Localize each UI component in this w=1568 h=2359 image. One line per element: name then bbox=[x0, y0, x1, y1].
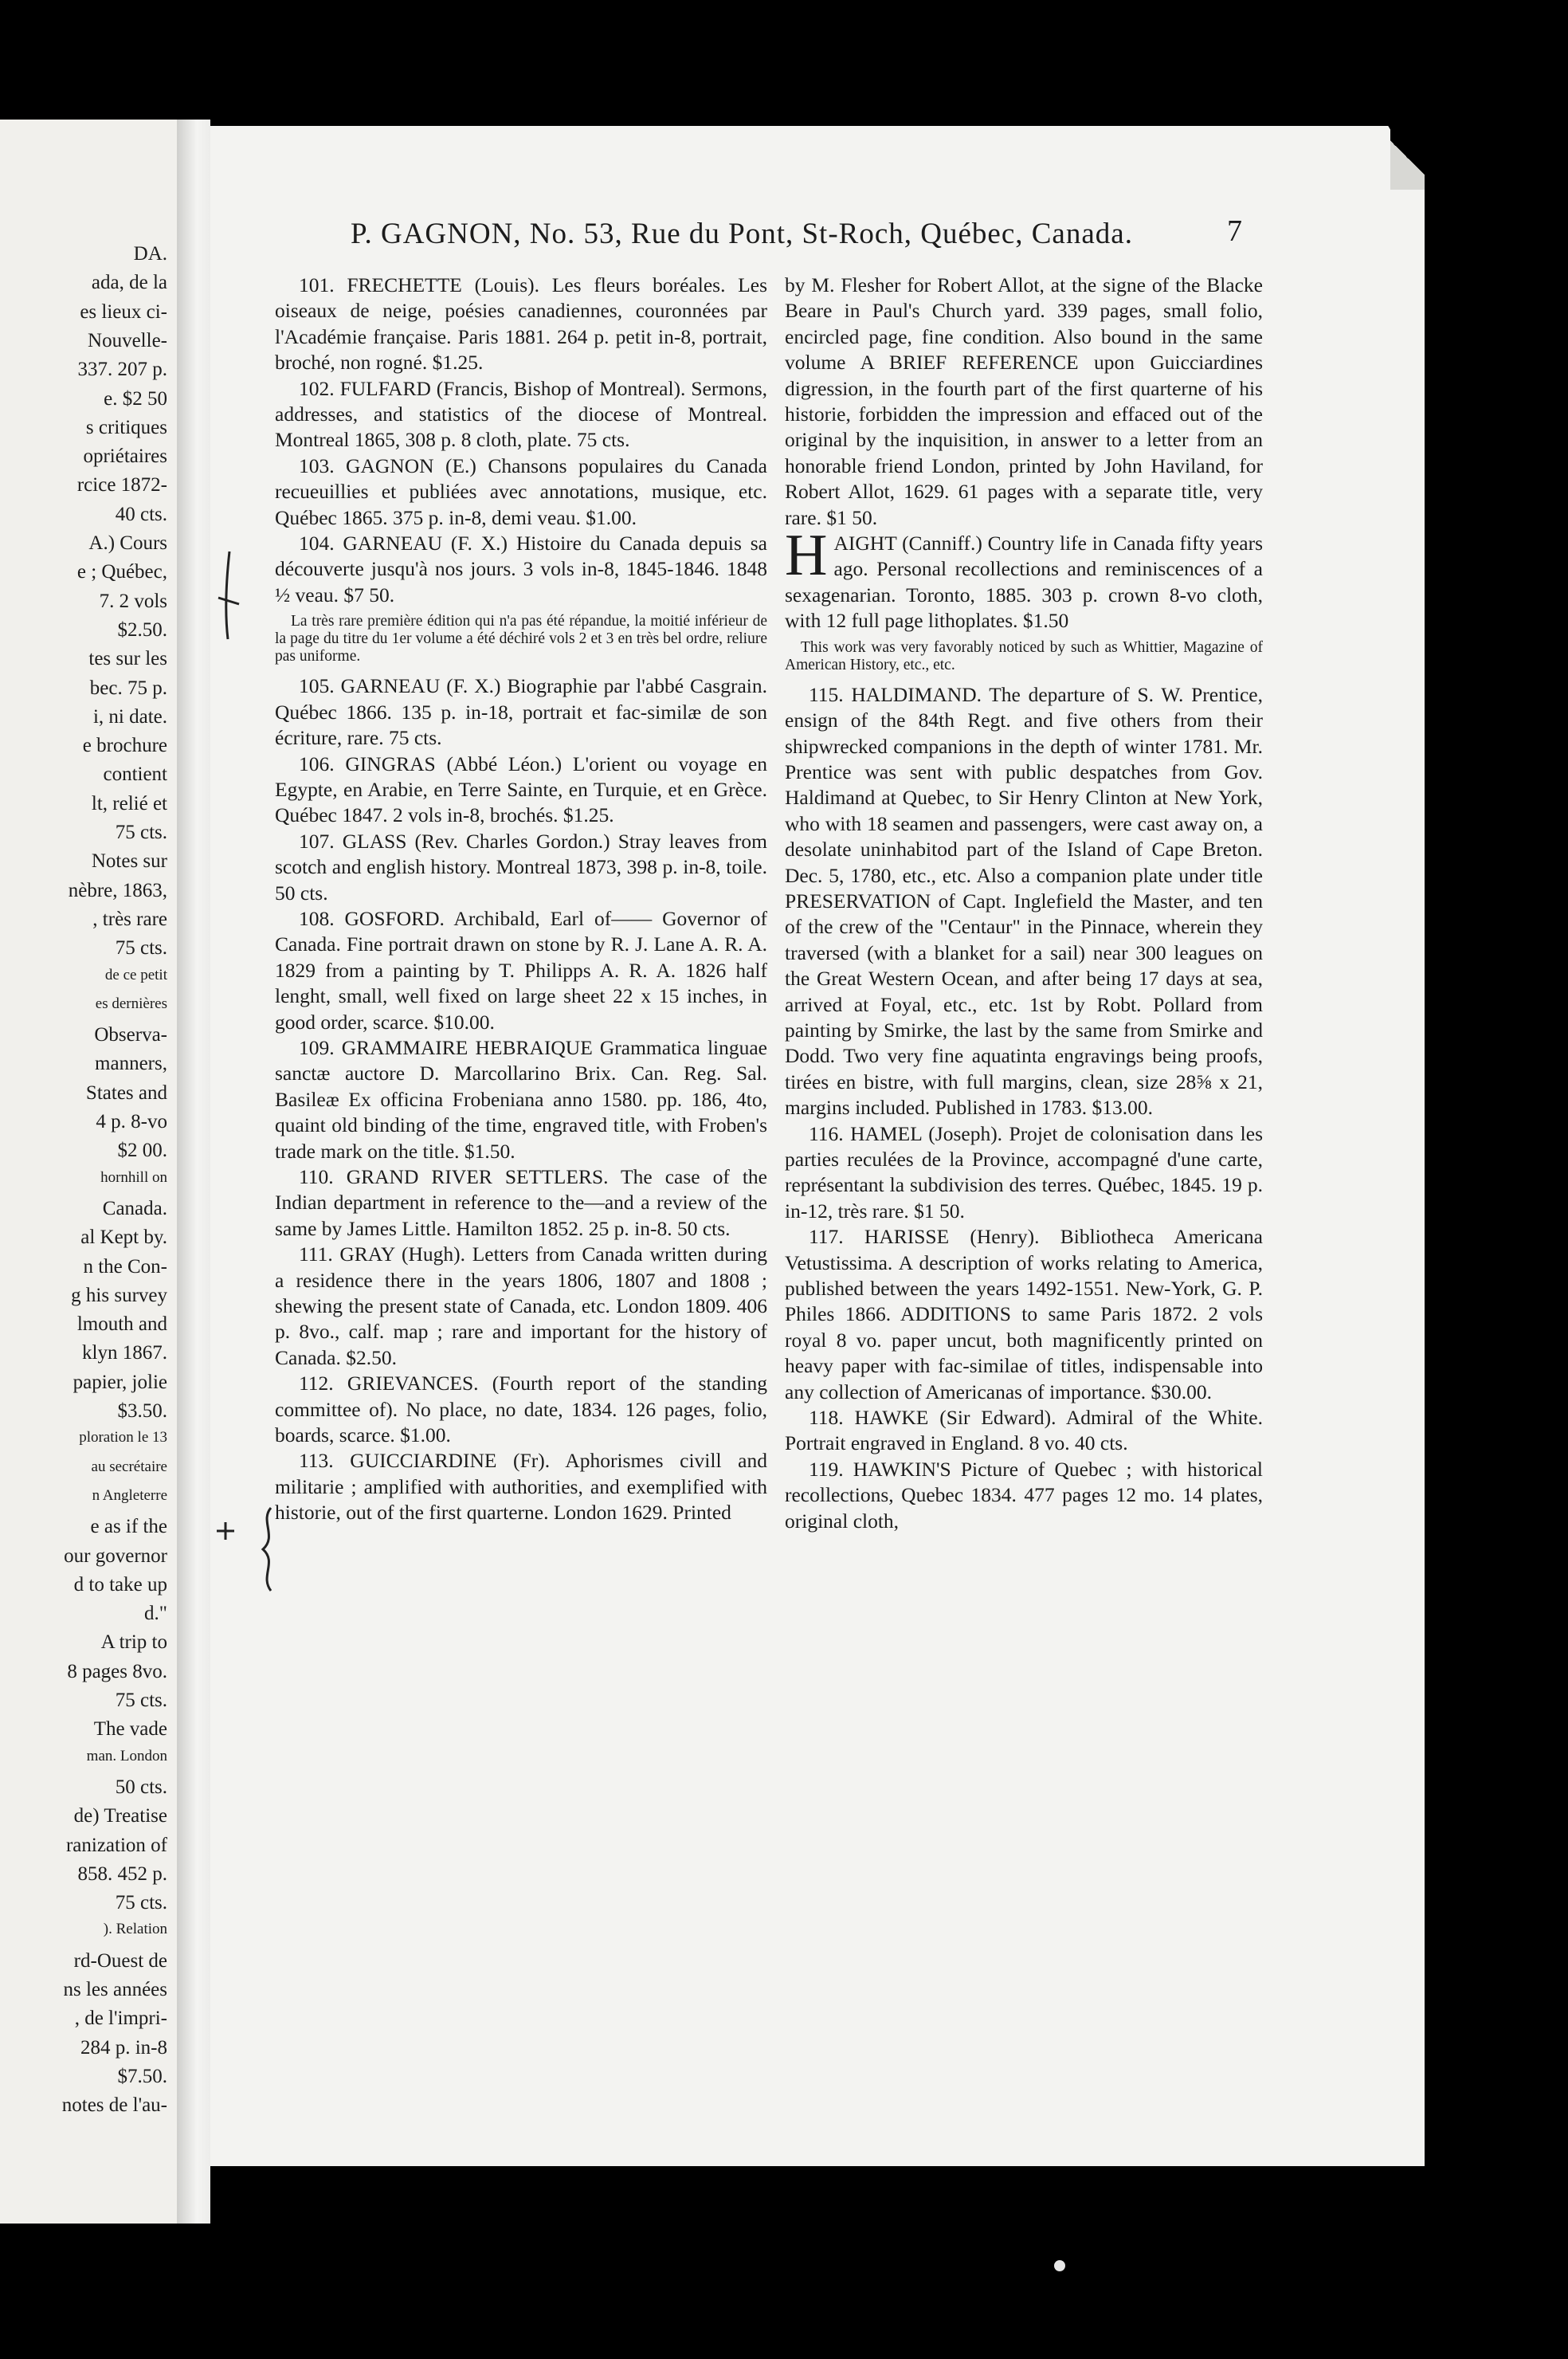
left-page-line: 75 cts. bbox=[115, 822, 167, 843]
left-page-line: e ; Québec, bbox=[76, 561, 167, 583]
left-page-line: rcice 1872- bbox=[76, 474, 167, 497]
page-header: P. GAGNON, No. 53, Rue du Pont, St-Roch, Québec, Canada. bbox=[351, 218, 1133, 250]
left-page-line: 284 p. in-8 bbox=[80, 2036, 167, 2059]
left-page-line: $2 00. bbox=[117, 1140, 167, 1162]
left-page-line: ns les années bbox=[63, 1979, 167, 2000]
catalogue-entry: 105. GARNEAU (F. X.) Biographie par l'abbé Casgrain. Québec 1866. 135 p. in-18, portrait et fac-similæ de son écriture, rare. 75 cts. bbox=[275, 674, 767, 750]
left-page-line: opriétaires bbox=[83, 446, 167, 468]
left-page-line: es lieux ci- bbox=[80, 300, 167, 323]
left-page-line: bec. 75 p. bbox=[89, 677, 167, 699]
catalogue-entry: 111. GRAY (Hugh). Letters from Canada written during a residence there in the years 1806, 1807 and 1808 ; shewing the present state of Canada, etc. London 1809. 406 p. 8vo., calf. map ; rare and important for the history of Canada. $2.50. bbox=[275, 1242, 767, 1369]
entry-text: AIGHT (Canniff.) Country life in Canada fifty years ago. Personal recollections and reminiscences of a sexagenarian. Toronto, 1885. 303 p. crown 8-vo cloth, with 12 full page lithoplates. $1.50 bbox=[785, 532, 1263, 633]
left-page-line: A trip to bbox=[100, 1631, 167, 1654]
left-page-line: ranization of bbox=[65, 1834, 167, 1856]
catalogue-entry: 116. HAMEL (Joseph). Projet de colonisation dans les parties reculées de la Province, accompagné d'une carte, représentant la subdivision des terres. Québec, 1845. 19 p. in-12, très rare. $1 50. bbox=[785, 1121, 1263, 1223]
handwritten-margin-mark bbox=[214, 548, 242, 642]
left-page-fragment bbox=[0, 120, 177, 2224]
left-page-line: our governor bbox=[64, 1545, 167, 1567]
left-page-line: hornhill on bbox=[100, 1168, 167, 1186]
book-gutter bbox=[177, 120, 210, 2224]
left-page-line: ploration le 13 bbox=[79, 1429, 167, 1446]
drop-cap: H bbox=[785, 523, 828, 589]
left-page-line: , très rare bbox=[92, 908, 167, 930]
left-page-line: 7. 2 vols bbox=[99, 590, 167, 612]
left-page-line: 8 pages 8vo. bbox=[67, 1660, 167, 1682]
left-page-line: Canada. bbox=[102, 1197, 167, 1219]
left-page-line: man. London bbox=[86, 1747, 167, 1764]
left-page-line: The vade bbox=[93, 1718, 167, 1741]
catalogue-entry: 119. HAWKIN'S Picture of Quebec ; with historical recollections, Quebec 1834. 477 pages 12 mo. 14 plates, original cloth, bbox=[785, 1457, 1263, 1533]
left-page-line: Observa- bbox=[94, 1024, 167, 1046]
dog-eared-corner bbox=[1390, 126, 1425, 190]
catalogue-entry: 112. GRIEVANCES. (Fourth report of the standing committee of). No place, no date, 1834. 126 pages, folio, boards, scarce. $1.00. bbox=[275, 1372, 767, 1447]
catalogue-entry: 118. HAWKE (Sir Edward). Admiral of the White. Portrait engraved in England. 8 vo. 40 cts. bbox=[785, 1406, 1263, 1455]
handwritten-cross-mark bbox=[214, 1521, 237, 1541]
entry-note: This work was very favorably noticed by such as Whittier, Magazine of American History, etc., etc. bbox=[785, 638, 1263, 673]
left-page-line: de ce petit bbox=[104, 966, 167, 983]
catalogue-entry: 113. GUICCIARDINE (Fr). Aphorismes civill and militarie ; amplified with authorities, and exemplified with historie, out of the first quarterne. London 1629. Printed bbox=[275, 1449, 767, 1525]
left-page-line: tes sur les bbox=[88, 648, 167, 670]
catalogue-entry-continued: by M. Flesher for Robert Allot, at the signe of the Blacke Beare in Paul's Church yard. 339 pages, small folio, encircled page, fine condition. Also bound in the same volume A BRIEF REFERENCE upon Guicciardines digression, in the fourth part of the first quarterne of his historie, forbidden the impression and effaced out of the original by the inquisition, in answer to a letter from an honorable friend London, printed by John Haviland, for Robert Allot, 1629. 61 pages with a separate title, very rare. $1 50. bbox=[785, 273, 1263, 529]
left-page-line: 337. 207 p. bbox=[77, 359, 167, 381]
right-column bbox=[785, 273, 1263, 1534]
left-page-line: A.) Cours bbox=[88, 532, 167, 554]
left-page-line: 4 p. 8-vo bbox=[96, 1111, 167, 1132]
left-page-line: d to take up bbox=[73, 1573, 167, 1596]
left-page-line: i, ni date. bbox=[92, 705, 167, 728]
catalogue-entry bbox=[785, 523, 1263, 634]
left-page-line: DA. bbox=[133, 243, 167, 265]
left-page-line: ). Relation bbox=[103, 1921, 167, 1938]
left-page-line: au secrétaire bbox=[91, 1458, 167, 1475]
left-page-line: g his survey bbox=[71, 1284, 167, 1306]
left-page-line: contient bbox=[103, 763, 167, 786]
left-page-line: al Kept by. bbox=[80, 1227, 167, 1249]
left-column bbox=[275, 273, 767, 1526]
left-page-line: 75 cts. bbox=[115, 1892, 167, 1914]
catalogue-entry: 102. FULFARD (Francis, Bishop of Montreal). Sermons, addresses, and statistics of the diocese of Montreal. Montreal 1865, 308 p. 8 cloth, plate. 75 cts. bbox=[275, 376, 767, 452]
page-number: 7 bbox=[1227, 214, 1242, 248]
handwritten-bracket-mark bbox=[253, 1505, 288, 1594]
left-page-line: manners, bbox=[95, 1053, 167, 1075]
left-page-line: n the Con- bbox=[83, 1255, 167, 1278]
entry-note: La très rare première édition qui n'a pas été répandue, la moitié inférieur de la page du titre du 1er volume a été déchiré vols 2 et 3 en très bel ordre, reliure pas uniforme. bbox=[275, 613, 767, 665]
left-page-line: , de l'impri- bbox=[74, 2008, 167, 2030]
catalogue-entry: 101. FRECHETTE (Louis). Les fleurs boréales. Les oiseaux de neige, poésies canadiennes, couronnées par l'Académie française. Paris 1881. 264 p. petit in-8, portrait, broché, non rogné. $1.25. bbox=[275, 273, 767, 375]
left-page-line: Nouvelle- bbox=[88, 329, 167, 351]
left-page-line: ada, de la bbox=[91, 272, 167, 294]
left-page-line: n Angleterre bbox=[92, 1486, 167, 1504]
catalogue-entry: 108. GOSFORD. Archibald, Earl of—— Governor of Canada. Fine portrait drawn on stone by R. J. Lane A. R. A. 1829 from a painting by T. Philipps A. R. A. 1826 half lenght, small, well fixed on large sheet 22 x 15 inches, in good order, scarce. $10.00. bbox=[275, 906, 767, 1034]
catalogue-entry: 109. GRAMMAIRE HEBRAIQUE Grammatica linguae sanctæ auctore D. Marcollarino Brix. Can. Reg. Sal. Basileæ Ex officina Frobeniana anno 1580. pp. 186, 4to, quaint old binding of the time, engraved title, with Froben's trade mark on the title. $1.50. bbox=[275, 1035, 767, 1163]
left-page-line: lt, relié et bbox=[91, 792, 167, 814]
catalogue-entry: 107. GLASS (Rev. Charles Gordon.) Stray leaves from scotch and english history. Montreal 1873, 398 p. in-8, toile. 50 cts. bbox=[275, 829, 767, 905]
left-page-line: $2.50. bbox=[117, 618, 167, 641]
left-page-line: $7.50. bbox=[117, 2065, 167, 2087]
left-page-line: nèbre, 1863, bbox=[68, 879, 167, 901]
left-page-line: de) Treatise bbox=[73, 1805, 167, 1827]
left-page-line: e as if the bbox=[90, 1516, 167, 1538]
catalogue-entry: 104. GARNEAU (F. X.) Histoire du Canada depuis sa découverte jusqu'à nos jours. 3 vols in-8, 1845-1846. 1848 ½ veau. $7 50. bbox=[275, 532, 767, 606]
catalogue-entry: 103. GAGNON (E.) Chansons populaires du Canada recueuillies et publiées avec annotations, musique, etc. Québec 1865. 375 p. in-8, demi veau. $1.00. bbox=[275, 453, 767, 529]
left-page-line: 858. 452 p. bbox=[77, 1862, 167, 1885]
catalogue-entry: 117. HARISSE (Henry). Bibliotheca Americana Vetustissima. A description of works relating to America, published between the years 1492-1551. New-York, G. P. Philes 1866. ADDITIONS to same Paris 1872. 2 vols royal 8 vo. paper uncut, both magnificently printed on heavy paper with fac-similae of titles, indispensable into any collection of Americanas of importance. $30.00. bbox=[785, 1225, 1263, 1403]
left-page-line: $3.50. bbox=[117, 1400, 167, 1422]
left-page-line: States and bbox=[85, 1081, 167, 1104]
left-page-line: 50 cts. bbox=[115, 1776, 167, 1798]
left-page-line: notes de l'au- bbox=[61, 2094, 167, 2117]
left-page-line: rd-Ouest de bbox=[73, 1949, 167, 1972]
left-page-line: papier, jolie bbox=[73, 1371, 167, 1393]
left-page-line: lmouth and bbox=[76, 1313, 167, 1336]
left-page-line: 75 cts. bbox=[115, 937, 167, 960]
catalogue-entry: 106. GINGRAS (Abbé Léon.) L'orient ou voyage en Egypte, en Arabie, en Terre Sainte, en Turquie, et en Grèce. Québec 1847. 2 vols in-8, brochés. $1.25. bbox=[275, 752, 767, 827]
catalogue-entry: 110. GRAND RIVER SETTLERS. The case of the Indian department in reference to the—and a review of the same by James Little. Hamilton 1852. 25 p. in-8. 50 cts. bbox=[275, 1165, 767, 1240]
left-page-line: e brochure bbox=[82, 735, 167, 757]
left-page-line: klyn 1867. bbox=[82, 1342, 167, 1364]
left-page-line: d." bbox=[144, 1603, 167, 1625]
left-page-line: e. $2 50 bbox=[104, 387, 167, 410]
specks bbox=[1054, 2260, 1065, 2271]
left-page-line: 40 cts. bbox=[115, 503, 167, 525]
left-page-line: es dernières bbox=[95, 995, 167, 1012]
left-page-line: s critiques bbox=[85, 416, 167, 438]
left-page-line: Notes sur bbox=[91, 850, 167, 873]
catalogue-entry: 115. HALDIMAND. The departure of S. W. Prentice, ensign of the 84th Regt. and five others from their shipwrecked companions in the depth of winter 1781. Mr. Prentice was sent with public despatches from Gov. Haldimand at Quebec, to Sir Henry Clinton at New York, who with 18 seamen and passengers, were cast away on, a desolate uninhabitod part of the Island of Cape Breton. Dec. 5, 1780, etc., etc. Also a companion plate under title PRESERVATION of Capt. Inglefield the Master, and ten of the crew of the "Centaur" in the Pinnace, wherein they traversed (with a blanket for a sail) near 300 leagues on the Great Western Ocean, and after being 17 days at sea, arrived at Foyal, etc., etc. 1st by Robt. Pollard from painting by Smirke, the last by the same from Smirke and Dodd. Two very fine aquatinta engravings being proofs, tirées en bistre, with full margins, clean, size 28⅝ x 21, margins included. Published in 1783. $13.00. bbox=[785, 682, 1263, 1120]
left-page-line: 75 cts. bbox=[115, 1690, 167, 1711]
